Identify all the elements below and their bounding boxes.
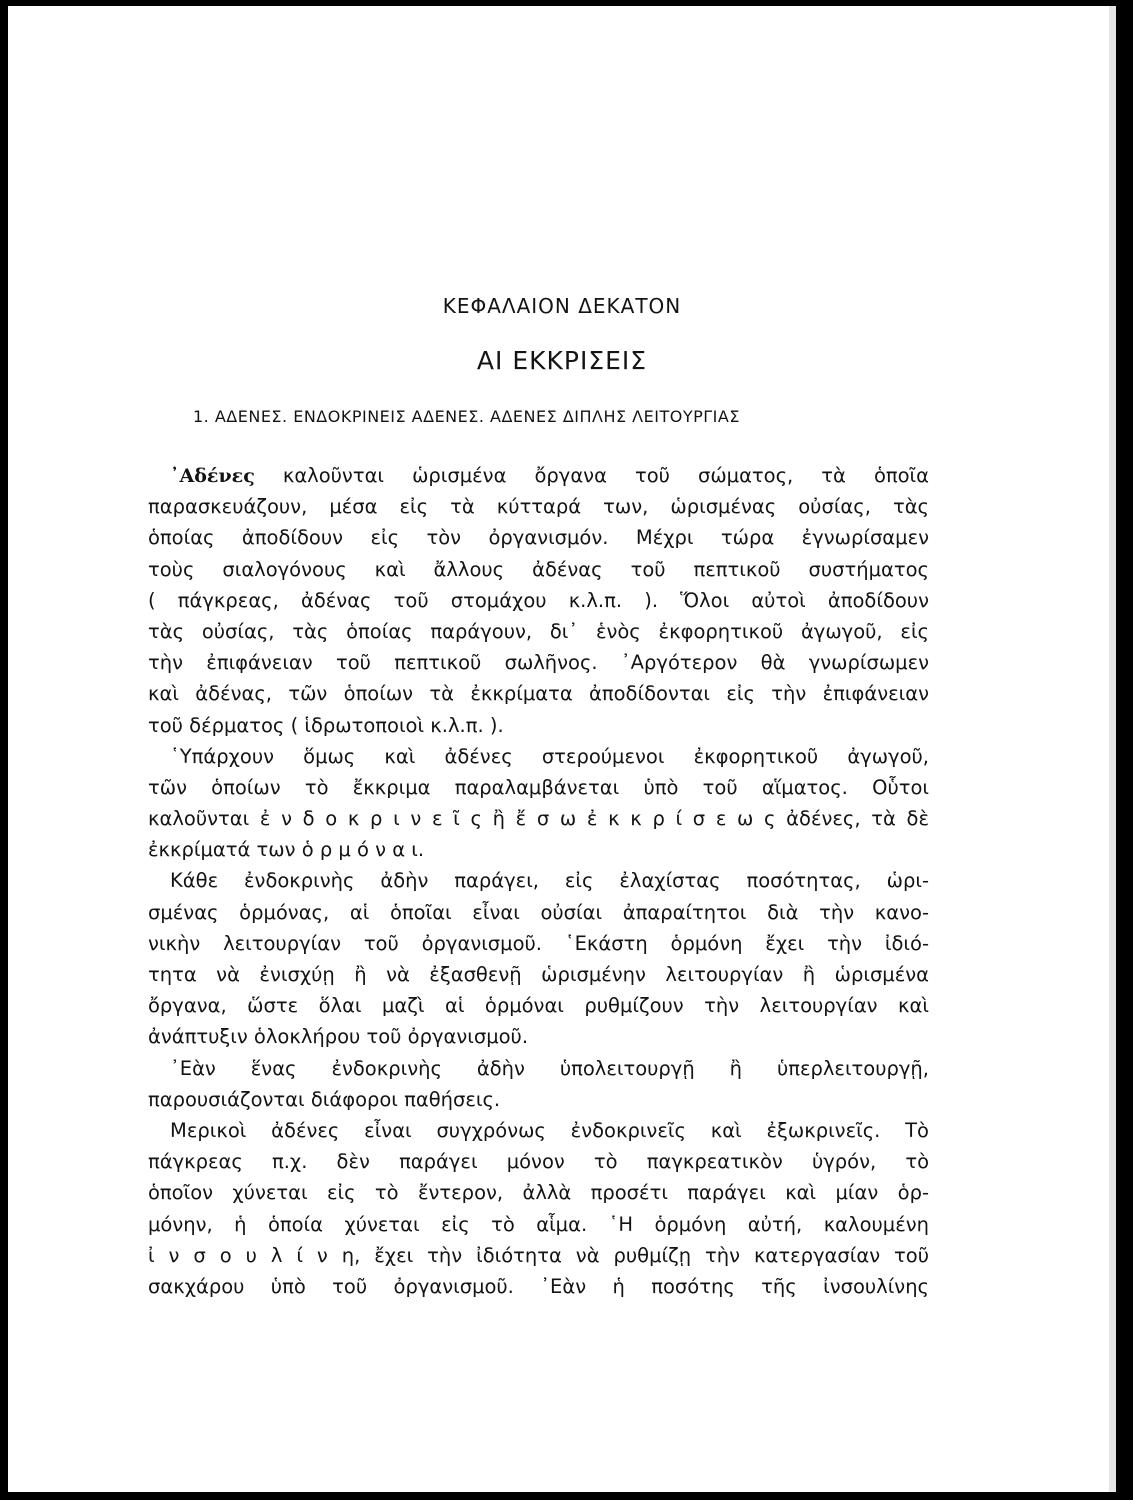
section-heading: 1. ΑΔΕΝΕΣ. ΕΝΔΟΚΡΙΝΕΙΣ ΑΔΕΝΕΣ. ΑΔΕΝΕΣ ΔΙΠΛΗΣ ΛΕΙΤΟΥΡΓΙΑΣ xyxy=(193,407,740,426)
paragraph-3-line-5: ὄργανα, ὥστε ὅλαι μαζὶ αἱ ὁρμόναι ρυθμίζουν τὴν λειτουργίαν καὶ xyxy=(148,994,929,1018)
paragraph-1-line-7: τὴν ἐπιφάνειαν τοῦ πεπτικοῦ σωλῆνος. ᾿Αργότερον θὰ γνωρίσωμεν xyxy=(148,651,929,675)
paragraph-5-line-6: σακχάρου ὑπὸ τοῦ ὀργανισμοῦ. ᾿Εὰν ἡ ποσότης τῆς ἰνσουλίνης xyxy=(148,1274,929,1298)
paragraph-2-line-4: ἐκκρίματά των ὁ ρ μ ό ν α ι. xyxy=(148,838,425,862)
paragraph-5-line-3: ὁποῖον χύνεται εἰς τὸ ἔντερον, ἀλλὰ προσέτι παράγει καὶ μίαν ὁρ- xyxy=(148,1181,929,1205)
paragraph-3-line-3: νικὴν λειτουργίαν τοῦ ὀργανισμοῦ. ῾Εκάστη ὁρμόνη ἔχει τὴν ἰδιό- xyxy=(148,931,929,955)
paragraph-5-line-4: μόνην, ἡ ὁποία χύνεται εἰς τὸ αἷμα. ῾Η ὁρμόνη αὐτή, καλουμένη xyxy=(148,1212,929,1236)
paragraph-3-line-4: τητα νὰ ἐνισχύῃ ἢ νὰ ἐξασθενῇ ὡρισμένην λειτουργίαν ἢ ὡρισμένα xyxy=(148,963,929,986)
paragraph-3-line-1: Κάθε ἐνδοκρινὴς ἀδὴν παράγει, εἰς ἐλαχίστας ποσότητας, ὡρι- xyxy=(170,869,929,893)
body-text xyxy=(148,460,929,1302)
paragraph-1-line-1 xyxy=(148,460,929,491)
paragraph-5-line-2: πάγκρεας π.χ. δὲν παράγει μόνον τὸ παγκρεατικὸν ὑγρόν, τὸ xyxy=(148,1150,929,1174)
paragraph-3-line-6: ἀνάπτυξιν ὁλοκλήρου τοῦ ὀργανισμοῦ. xyxy=(148,1025,529,1049)
paragraph-1-line-4: τοὺς σιαλογόνους καὶ ἄλλους ἀδένας τοῦ πεπτικοῦ συστήματος xyxy=(148,557,929,581)
paragraph-1-line-2: παρασκευάζουν, μέσα εἰς τὰ κύτταρά των, ὡρισμένας οὐσίας, τὰς xyxy=(148,495,929,519)
paragraph-2-line-3: καλοῦνται ἐ ν δ ο κ ρ ι ν ε ῖ ς ἢ ἔ σ ω ἐ κ κ ρ ί σ ε ω ς ἀδένες, τὰ δὲ xyxy=(148,807,929,831)
paragraph-4-line-2: παρουσιάζονται διάφοροι παθήσεις. xyxy=(148,1087,501,1111)
book-page xyxy=(8,6,1116,1492)
chapter-title: ΑΙ ΕΚΚΡΙΣΕΙΣ xyxy=(476,346,648,375)
paragraph-1-line-8: καὶ ἀδένας, τῶν ὁποίων τὰ ἐκκρίματα ἀποδίδονται εἰς τὴν ἐπιφάνειαν xyxy=(148,682,929,706)
paragraph-4-line-1: ᾿Εὰν ἕνας ἐνδοκρινὴς ἀδὴν ὑπολειτουργῇ ἢ ὑπερλειτουργῇ, xyxy=(170,1056,929,1080)
scan-edge xyxy=(1109,6,1116,1492)
paragraph-1-line-9: τοῦ δέρματος ( ἱδρωτοποιοὶ κ.λ.π. ). xyxy=(148,713,504,737)
lead-term: ᾿Αδένες xyxy=(170,465,255,487)
paragraph-5-line-1: Μερικοὶ ἀδένες εἶναι συγχρόνως ἐνδοκρινεῖς καὶ ἐξωκρινεῖς. Τὸ xyxy=(170,1118,929,1142)
paragraph-1-line-3: ὁποίας ἀποδίδουν εἰς τὸν ὀργανισμόν. Μέχρι τώρα ἐγνωρίσαμεν xyxy=(148,526,929,550)
paragraph-2-line-1: ῾Υπάρχουν ὅμως καὶ ἀδένες στερούμενοι ἐκφορητικοῦ ἀγωγοῦ, xyxy=(170,744,929,768)
paragraph-5-line-5: ἰ ν σ ο υ λ ί ν η, ἔχει τὴν ἰδιότητα νὰ ρυθμίζῃ τὴν κατεργασίαν τοῦ xyxy=(148,1243,929,1267)
paragraph-1-line-5: ( πάγκρεας, ἀδένας τοῦ στομάχου κ.λ.π. ). Ὅλοι αὐτοὶ ἀποδίδουν xyxy=(148,588,929,612)
paragraph-1-line-6: τὰς οὐσίας, τὰς ὁποίας παράγουν, δι᾿ ἑνὸς ἐκφορητικοῦ ἀγωγοῦ, εἰς xyxy=(148,619,929,643)
paragraph-3-line-2: σμένας ὁρμόνας, αἱ ὁποῖαι εἶναι οὐσίαι ἀπαραίτητοι διὰ τὴν κανο- xyxy=(148,900,929,924)
paragraph-2-line-2: τῶν ὁποίων τὸ ἔκκριμα παραλαμβάνεται ὑπὸ τοῦ αἵματος. Οὗτοι xyxy=(148,775,929,799)
paragraph-1-line-1-rest: καλοῦνται ὡρισμένα ὄργανα τοῦ σώματος, τὰ ὁποῖα xyxy=(254,464,929,487)
chapter-label: ΚΕΦΑΛΑΙΟΝ ΔΕΚΑΤΟΝ xyxy=(442,294,682,318)
